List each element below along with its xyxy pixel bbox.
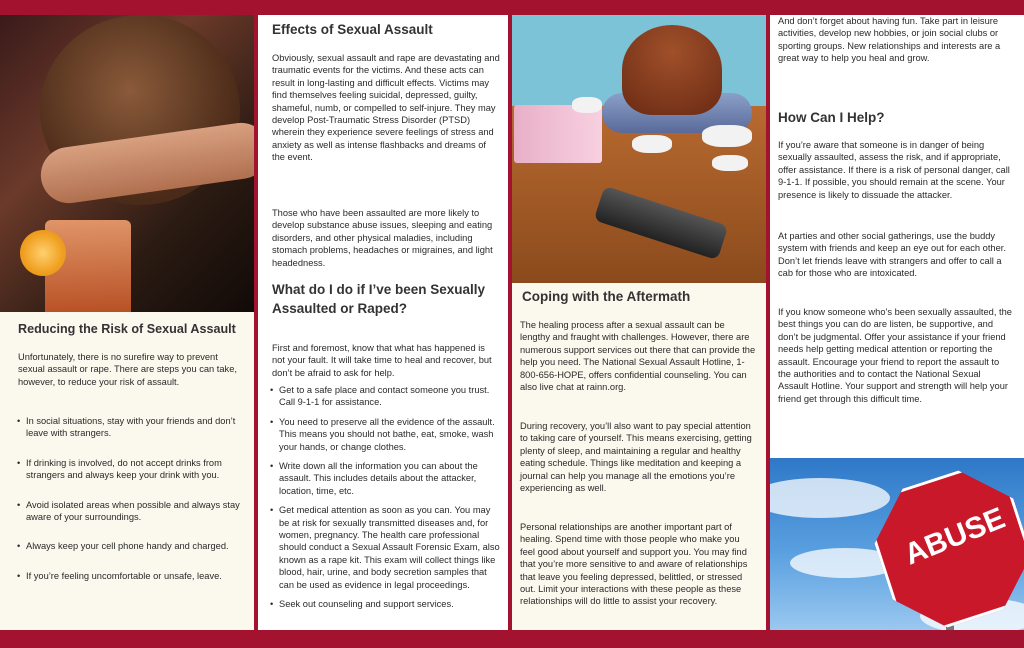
- sign-text: ABUSE: [899, 501, 1010, 572]
- fun-paragraph: And don’t forget about having fun. Take part in leisure activities, develop new hobbies, or join social clubs or sporting groups. New relationships and interests are a great way to help you heal and grow.: [778, 16, 1001, 64]
- effects-paragraph-2: Those who have been assaulted are more likely to develop substance abuse issues, sleeping and eating disorders, and other physical maladies, including stomach problems, headaches or migraines, and light headedness.: [272, 208, 493, 268]
- photo-tissue-crumple: [702, 125, 752, 147]
- photo-cloud: [770, 478, 890, 518]
- risk-bullet: • If you’re feeling uncomfortable or unsafe, leave.: [17, 570, 243, 582]
- photo-tissue-crumple: [712, 155, 748, 171]
- coping-paragraph-1: The healing process after a sexual assault can be lengthy and fraught with challenges. However, there are numerous support services out there that can provide the help you need. The National Sexual Assault Hotline, 1-800-656-HOPE, offers confidential counseling. You can also live chat at rainn.org.: [520, 320, 756, 393]
- risk-bullet: • In social situations, stay with your friends and don’t leave with strangers.: [17, 415, 243, 440]
- distressed-woman-photo: [512, 15, 766, 283]
- photo-orange-slice: [20, 230, 66, 276]
- panel-coping: [512, 15, 766, 630]
- photo-tissue-box: [514, 105, 602, 163]
- what-to-do-intro: First and foremost, know that what has happened is not your fault. It will take time to heal and recover, but don’t be afraid to ask for help.: [272, 343, 492, 378]
- heading-reducing-risk: Reducing the Risk of Sexual Assault: [18, 322, 236, 336]
- what-to-do-bullet: • Seek out counseling and support services.: [270, 598, 500, 610]
- what-to-do-bullet: • Get medical attention as soon as you can. You may be at risk for sexually transmitted diseases and, for women, pregnancy. The health care professional should conduct a Sexual Assault Forensic Exam, also known as a rape kit. This exam will collect things like blood, hair, urine, and body secretion samples that can be used as evidence in legal proceedings.: [270, 504, 500, 591]
- heading-what-to-do: What do I do if I’ve been Sexually Assaulted or Raped?: [272, 282, 486, 316]
- heading-coping: Coping with the Aftermath: [522, 289, 691, 304]
- panel-reducing-risk: [0, 15, 254, 630]
- heading-how-can-i-help: How Can I Help?: [778, 110, 885, 125]
- photo-tissue-crumple: [572, 97, 602, 113]
- photo-woman-shape: [622, 25, 722, 115]
- risk-bullet: • Avoid isolated areas when possible and always stay aware of your surroundings.: [17, 499, 243, 524]
- risk-bullet: • Always keep your cell phone handy and charged.: [17, 540, 243, 552]
- photo-tissue-crumple: [632, 135, 672, 153]
- coping-paragraph-2: During recovery, you’ll also want to pay special attention to taking care of yourself. This means exercising, getting plenty of sleep, and maintaining a regular and healthy eating schedule. Things like meditation and keeping a journal can help you manage all the emotions you’re experiencing as well.: [520, 421, 752, 494]
- what-to-do-bullet: • Get to a safe place and contact someone you trust. Call 9-1-1 for assistance.: [270, 384, 500, 409]
- coping-paragraph-3: Personal relationships are another important part of healing. Spend time with those people who make you feel good about yourself and support you. You may find that you’re more sensitive to and aware of relationships that leave you feeling depressed, belittled, or stressed out. Limit your interactions with these people as these relationships will do little to assist your recovery.: [520, 522, 748, 607]
- help-paragraph-2: At parties and other social gatherings, use the buddy system with friends and keep an eye out for each other. Don’t let friends leave with strangers and offer to call a cab for those who are intoxicated.: [778, 231, 1006, 279]
- what-to-do-list: [270, 384, 500, 611]
- abuse-sign-photo: [770, 458, 1024, 630]
- help-paragraph-3: If you know someone who’s been sexually assaulted, the best things you can do are listen, be supportive, and don’t be judgmental. Offer your assistance if your friend needs help getting medical attention or reporting the assault. Encourage your friend to report the assault to the authorities and to contact the National Sexual Assault Hotline. Your support and strength will help your friend get through this difficult time.: [778, 307, 1012, 404]
- party-drink-photo: [0, 15, 254, 312]
- effects-paragraph-1: Obviously, sexual assault and rape are devastating and traumatic events for the victims. And these acts can result in long-lasting and difficult effects. Victims may find themselves feeling suicidal, depressed, guilty, shameful, numb, or compelled to self-injure. They may develop Post-Traumatic Stress Disorder (PTSD) wherein they experience severe feelings of stress and anxiety as well as intense flashbacks and dreams of the event.: [272, 53, 500, 163]
- what-to-do-bullet: • You need to preserve all the evidence of the assault. This means you should not bathe, eat, smoke, wash your hands, or change clothes.: [270, 416, 500, 453]
- heading-effects: Effects of Sexual Assault: [272, 22, 433, 37]
- help-paragraph-1: If you’re aware that someone is in danger of being sexually assaulted, assess the risk, and if appropriate, offer assistance. If there is a risk of personal danger, call 9-1-1. If possible, you should remain at the scene. Your presence is likely to dissuade the attacker.: [778, 140, 1010, 200]
- risk-bullet: • If drinking is involved, do not accept drinks from strangers and always keep your drink with you.: [17, 457, 243, 482]
- what-to-do-bullet: • Write down all the information you can about the assault. This includes details about the attacker, location, time, etc.: [270, 460, 500, 497]
- reducing-risk-list: [17, 415, 243, 582]
- reducing-risk-intro: Unfortunately, there is no surefire way to prevent sexual assault or rape. There are steps you can take, however, to reduce your risk of assault.: [18, 352, 237, 387]
- panel-effects: [258, 15, 508, 630]
- panel-how-to-help: [770, 15, 1024, 630]
- photo-phone-shape: [594, 186, 729, 260]
